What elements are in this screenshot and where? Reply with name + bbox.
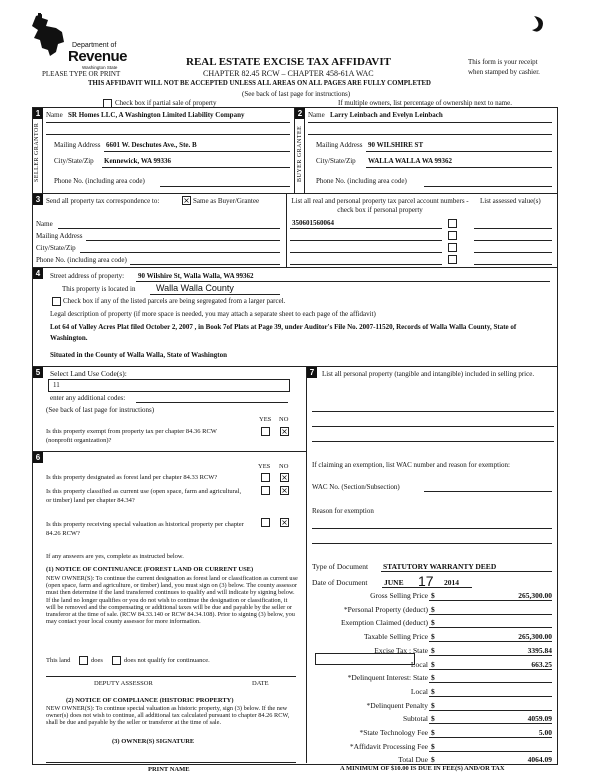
form-title: REAL ESTATE EXCISE TAX AFFIDAVIT	[186, 56, 391, 68]
current-use-question: Is this property classified as current use (open space, farm and agricultural, or timber) land per chapter 84.34?	[46, 488, 242, 504]
buyer-side-label: BUYER GRANTEE	[297, 125, 303, 182]
section-2-number: 2	[295, 108, 305, 119]
land-use-label: Select Land Use Code(s):	[50, 369, 127, 378]
seller-name[interactable]: SR Homes LLC, A Washington Limited Liability Company	[68, 111, 245, 119]
situated-in: Situated in the County of Walla Walla, State of Washington	[50, 351, 227, 359]
logo-line2: Revenue	[68, 48, 128, 65]
section3-city-label: City/State/Zip	[36, 244, 76, 252]
section-1-number: 1	[33, 108, 43, 119]
logo-line3: Washington State	[82, 65, 118, 70]
tax-line-value[interactable]: 265,300.00	[518, 632, 552, 641]
street-address-label: Street address of property:	[50, 272, 125, 280]
exempt-no-checkbox[interactable]: ×	[281, 427, 288, 436]
tax-line-label: Taxable Selling Price	[363, 632, 428, 641]
personal-property-label: List all personal property (tangible and intangible) included in selling price.	[322, 370, 535, 378]
tax-line-dollar: $	[431, 742, 435, 751]
tax-line-dollar: $	[431, 755, 435, 764]
buyer-name-label: Name	[308, 111, 325, 119]
parcel-2-personal-checkbox[interactable]	[448, 231, 457, 240]
section3-mailing-label: Mailing Address	[36, 232, 83, 240]
tax-line-underline	[429, 627, 552, 628]
tax-line-underline	[429, 655, 552, 656]
tax-line-underline	[429, 696, 552, 697]
tax-line-value[interactable]: 663.25	[531, 660, 552, 669]
section6-no-header: NO	[279, 463, 289, 470]
section-6-number: 6	[33, 452, 43, 463]
section5-no-header: NO	[279, 416, 289, 423]
seller-mailing-label: Mailing Address	[54, 141, 101, 149]
dor-logo	[28, 12, 138, 70]
tax-line-label: *Affidavit Processing Fee	[349, 742, 428, 751]
tax-line-dollar: $	[431, 605, 435, 614]
notice-continuance-title: (1) NOTICE OF CONTINUANCE (FOREST LAND OR CURRENT USE)	[46, 566, 254, 573]
tax-line-underline	[429, 751, 552, 752]
form-subtitle: CHAPTER 82.45 RCW – CHAPTER 458-61A WAC	[203, 69, 374, 78]
section3-phone-label: Phone No. (including area code)	[36, 256, 127, 264]
tax-line-row	[312, 687, 556, 699]
land-use-code-input[interactable]	[48, 379, 290, 392]
tax-line-underline	[429, 614, 552, 615]
current-use-yes-checkbox[interactable]	[261, 486, 270, 495]
same-as-buyer-checkbox[interactable]: ×	[183, 196, 190, 205]
land-does-not-label: does not qualify for continuance.	[124, 657, 210, 664]
tax-line-row	[312, 632, 556, 644]
tax-line-label: *State Technology Fee	[359, 728, 428, 737]
segregated-checkbox[interactable]	[52, 297, 61, 306]
seller-side-label: SELLER GRANTOR	[34, 122, 40, 182]
see-back-instructions: (See back of last page for instructions)	[242, 90, 351, 98]
notice-compliance-title: (2) NOTICE OF COMPLIANCE (HISTORIC PROPERTY)	[66, 697, 234, 704]
land-use-code: 11	[53, 381, 60, 389]
wac-number-label: WAC No. (Section/Subsection)	[312, 483, 400, 491]
tax-line-dollar: $	[431, 714, 435, 723]
tax-line-underline	[429, 641, 552, 642]
tax-line-value[interactable]: 4059.09	[527, 714, 552, 723]
minimum-fee-note: A MINIMUM OF $10.00 IS DUE IN FEE(S) AND/OR TAX	[340, 765, 505, 772]
doc-type[interactable]: STATUTORY WARRANTY DEED	[383, 562, 497, 571]
local-code-box[interactable]	[315, 653, 415, 665]
tax-line-dollar: $	[431, 687, 435, 696]
located-county[interactable]: Walla Walla County	[156, 283, 234, 293]
buyer-name[interactable]: Larry Leinbach and Evelyn Leinbach	[330, 111, 443, 119]
tax-line-row	[312, 605, 556, 617]
legal-description-label: Legal description of property (if more space is needed, you may attach a separate sheet to each page of the affidavit)	[50, 310, 376, 318]
doc-date-year[interactable]: 2014	[444, 578, 459, 587]
current-use-no-checkbox[interactable]: ×	[281, 486, 288, 495]
tax-line-row	[312, 673, 556, 685]
moon-mark-icon	[530, 14, 546, 34]
tax-line-underline	[429, 600, 552, 601]
parcel-number[interactable]: 350601560064	[292, 219, 334, 227]
tax-line-row	[312, 742, 556, 754]
street-address[interactable]: 90 Wilshire St, Walla Walla, WA 99362	[138, 272, 254, 280]
section-5-number: 5	[33, 367, 43, 378]
legal-description[interactable]: Lot 64 of Valley Acres Plat filed October 2, 2007 , in Book 7of Plats at Page 39, under Auditor's File No. 2007-11520, Records of Walla Walla County, State of Washington.	[50, 323, 517, 342]
buyer-city[interactable]: WALLA WALLA WA 99362	[368, 157, 452, 165]
tax-line-underline	[429, 710, 552, 711]
tax-line-label: Local	[410, 660, 428, 669]
section-7-number: 7	[307, 367, 317, 378]
doc-date-day[interactable]: 17	[418, 573, 434, 589]
tax-line-dollar: $	[431, 701, 435, 710]
owner-signature-label: (3) OWNER(S) SIGNATURE	[112, 738, 195, 745]
seller-mailing[interactable]: 6601 W. Deschutes Ave., Ste. B	[106, 141, 197, 149]
tax-line-label: Total Due	[398, 755, 428, 764]
historic-yes-checkbox[interactable]	[261, 518, 270, 527]
deputy-assessor-label: DEPUTY ASSESSOR	[94, 680, 153, 687]
exemption-claim-label: If claiming an exemption, list WAC number and reason for exemption:	[312, 461, 510, 469]
assessor-date-label: DATE	[252, 680, 269, 687]
tax-line-value[interactable]: 5.00	[538, 728, 552, 737]
seller-phone-label: Phone No. (including area code)	[54, 177, 145, 185]
doc-date-month[interactable]: JUNE	[384, 578, 404, 587]
land-does-not-checkbox[interactable]	[112, 656, 121, 665]
located-label: This property is located in	[62, 285, 136, 293]
section3-name-label: Name	[36, 220, 53, 228]
segregated-label: Check box if any of the listed parcels are being segregated from a larger parcel.	[63, 297, 286, 305]
tax-line-row	[312, 618, 556, 630]
tax-line-value[interactable]: 4064.09	[527, 755, 552, 764]
buyer-mailing[interactable]: 90 WILSHIRE ST	[368, 141, 424, 149]
doc-date-label: Date of Document	[312, 578, 368, 587]
tax-line-label: Gross Selling Price	[370, 591, 428, 600]
parcel-3-personal-checkbox[interactable]	[448, 243, 457, 252]
tax-line-label: *Delinquent Penalty	[366, 701, 428, 710]
land-does-checkbox[interactable]	[79, 656, 88, 665]
exempt-question: Is this property exempt from property tax per chapter 84.36 RCW (nonprofit organization)?	[46, 428, 217, 444]
same-as-buyer-label: Same as Buyer/Grantee	[193, 197, 260, 205]
this-land-label: This land	[46, 657, 71, 664]
section5-yes-header: YES	[259, 416, 272, 423]
tax-line-dollar: $	[431, 660, 435, 669]
tax-line-row	[312, 701, 556, 713]
assessed-value-header: List assessed value(s)	[480, 197, 541, 205]
forest-no-checkbox[interactable]: ×	[281, 473, 288, 482]
parcel-header: List all real and personal property tax parcel account numbers - check box if personal property	[291, 197, 469, 214]
tax-line-label: Local	[410, 687, 428, 696]
tax-line-row	[312, 591, 556, 603]
multiple-owners-note: If multiple owners, list percentage of ownership next to name.	[338, 99, 512, 107]
receipt-line1: This form is your receipt	[468, 58, 538, 66]
tax-line-underline	[429, 737, 552, 738]
tax-line-label: Subtotal	[402, 714, 428, 723]
tax-line-row	[312, 714, 556, 726]
tax-line-value[interactable]: 265,300.00	[518, 591, 552, 600]
tax-line-underline	[429, 723, 552, 724]
land-does-label: does	[91, 657, 103, 664]
buyer-phone-label: Phone No. (including area code)	[316, 177, 407, 185]
tax-line-label: Exemption Claimed (deduct)	[340, 618, 428, 627]
section6-yes-header: YES	[258, 463, 271, 470]
buyer-city-label: City/State/Zip	[316, 157, 356, 165]
exempt-yes-checkbox[interactable]	[261, 427, 270, 436]
tax-line-dollar: $	[431, 591, 435, 600]
exemption-reason-label: Reason for exemption	[312, 507, 374, 515]
tax-line-dollar: $	[431, 618, 435, 627]
seller-city-label: City/State/Zip	[54, 157, 94, 165]
notice-compliance-body: NEW OWNER(S): To continue special valuation as historic property, sign (3) below. If the new owner(s) does not wish to continue, all additional tax calculated pursuant to chapter 84.26 RCW, shall be due and payable by the seller or transferor at the time of sale.	[46, 705, 290, 727]
washington-state-silhouette-icon	[28, 12, 68, 62]
completion-warning: THIS AFFIDAVIT WILL NOT BE ACCEPTED UNLESS ALL AREAS ON ALL PAGES ARE FULLY COMPLETED	[88, 80, 431, 87]
tax-line-dollar: $	[431, 646, 435, 655]
section-3-number: 3	[33, 194, 43, 205]
tax-line-dollar: $	[431, 632, 435, 641]
section5-see-back: (See back of last page for instructions)	[46, 406, 155, 414]
tax-line-label: *Delinquent Interest: State	[347, 673, 428, 682]
tax-line-underline	[429, 669, 552, 670]
receipt-line2: when stamped by cashier.	[468, 68, 540, 76]
print-name-label: PRINT NAME	[148, 766, 190, 773]
historic-question: Is this property receiving special valuation as historical property per chapter 84.26 RCW?	[46, 521, 244, 537]
seller-city[interactable]: Kennewick, WA 99336	[104, 157, 171, 165]
tax-line-label: Excise Tax : State	[374, 646, 428, 655]
notice-continuance-body: NEW OWNER(S): To continue the current designation as forest land or classification as current use (open space, farm and agriculture, or timber) land, you must sign on (3) below. The county assessor must then determine if the land transferred continues to qualify and will indicate by signing below. If the land no longer qualifies or you do not wish to continue the designation or classification, it will be removed and the compensating or additional taxes will be due and payable by the seller or transferor at the time of sale. (RCW 84.33.140 or RCW 84.34.108). Prior to signing (3) below, you may contact your local county assessor for more information.	[46, 575, 298, 626]
tax-line-underline	[429, 682, 552, 683]
tax-line-label: *Personal Property (deduct)	[343, 605, 428, 614]
tax-line-value[interactable]: 3395.84	[527, 646, 552, 655]
doc-type-label: Type of Document	[312, 562, 369, 571]
forest-land-question: Is this property designated as forest land per chapter 84.33 RCW?	[46, 474, 218, 481]
partial-sale-label: Check box if partial sale of property	[115, 99, 217, 107]
please-type: PLEASE TYPE OR PRINT	[42, 70, 121, 78]
additional-codes-label: enter any additional codes:	[50, 394, 126, 402]
tax-line-dollar: $	[431, 673, 435, 682]
seller-name-label: Name	[46, 111, 63, 119]
buyer-mailing-label: Mailing Address	[316, 141, 363, 149]
if-yes-note: If any answers are yes, complete as instructed below.	[46, 553, 184, 560]
section-4-number: 4	[33, 268, 43, 279]
historic-no-checkbox[interactable]: ×	[281, 518, 288, 527]
parcel-4-personal-checkbox[interactable]	[448, 255, 457, 264]
tax-line-dollar: $	[431, 728, 435, 737]
parcel-1-personal-checkbox[interactable]	[448, 219, 457, 228]
forest-yes-checkbox[interactable]	[261, 473, 270, 482]
tax-line-row	[312, 728, 556, 740]
logo-line1: Department of	[72, 42, 117, 49]
send-correspondence-label: Send all property tax correspondence to:	[46, 197, 160, 205]
